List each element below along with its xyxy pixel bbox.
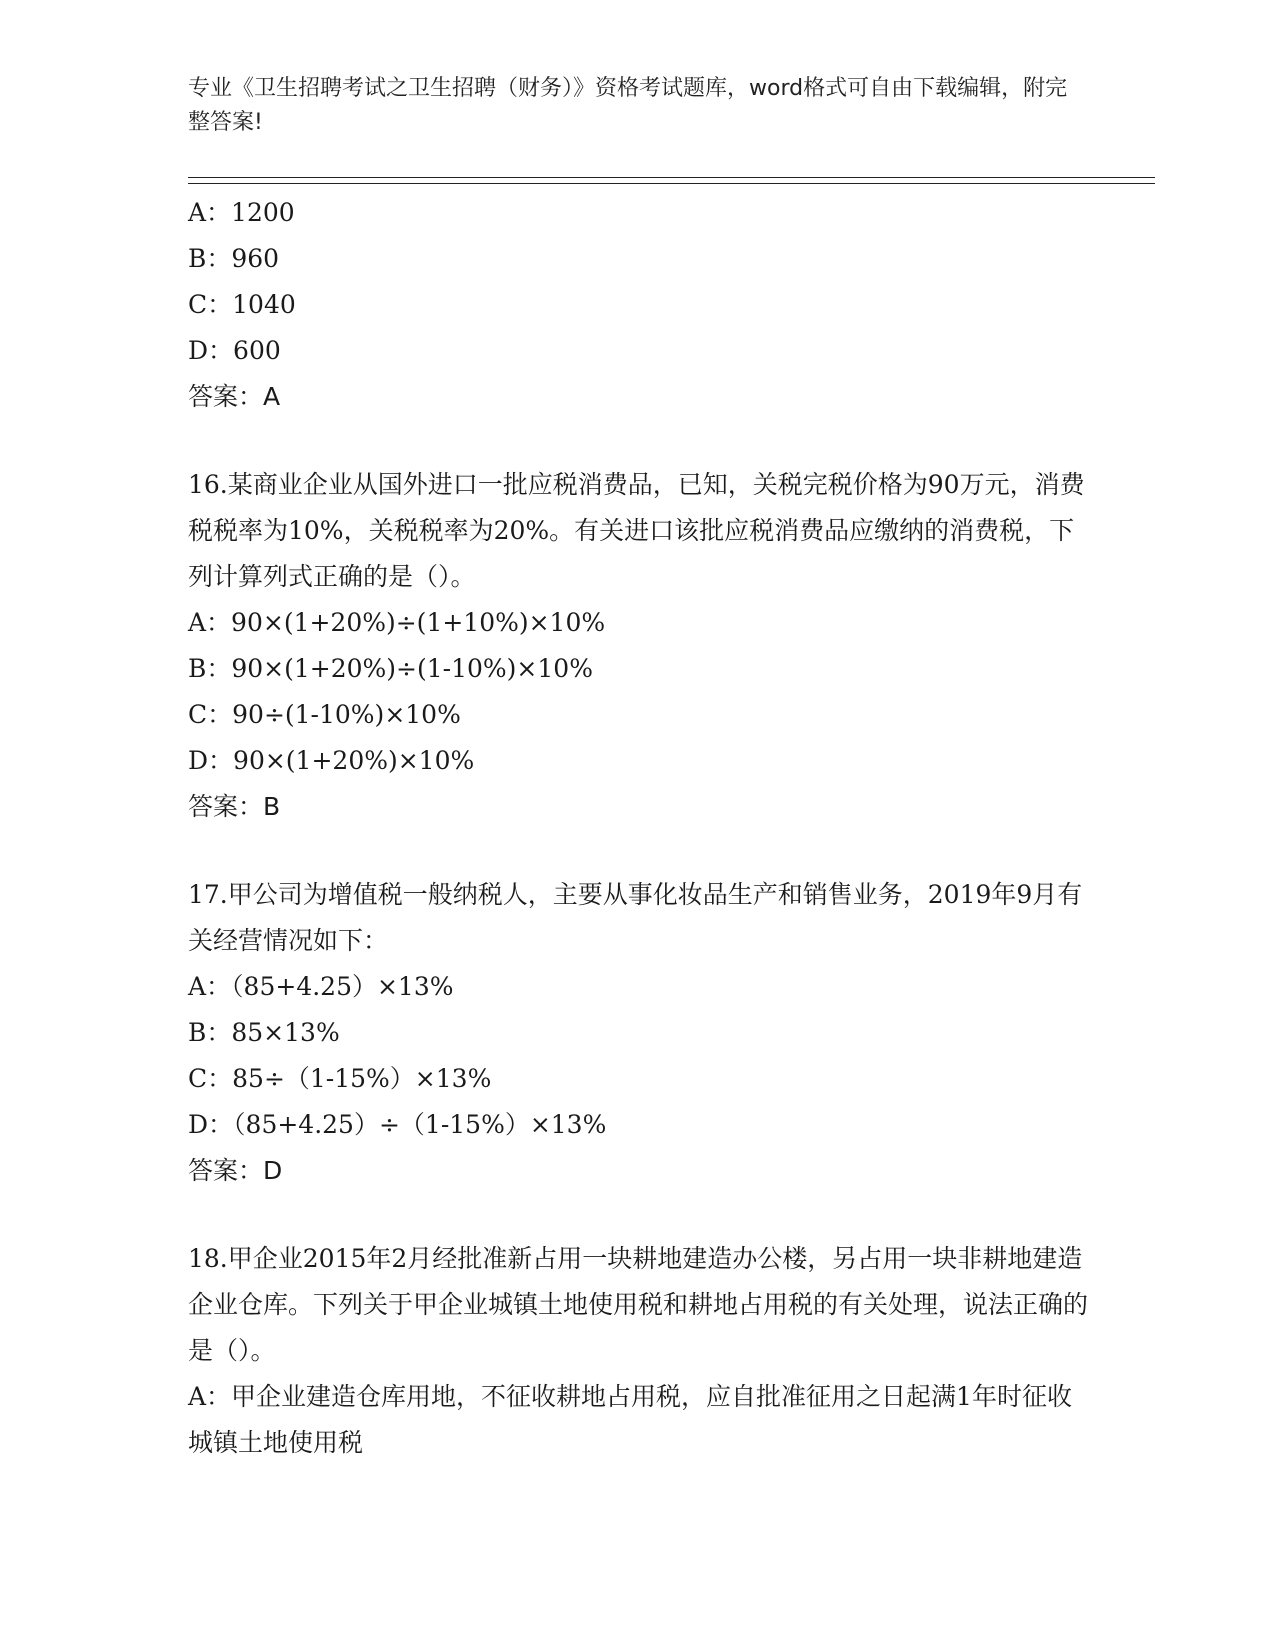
spacer [188, 830, 1088, 872]
question-list [188, 190, 1088, 1466]
option-d: D：（85+4.25）÷（1-15%）×13% [188, 1110, 607, 1139]
option-a: A：90×(1+20%)÷(1+10%)×10% [188, 608, 606, 637]
page-header [188, 72, 1088, 140]
spacer [188, 1194, 1088, 1236]
option-a: A：（85+4.25）×13% [188, 972, 454, 1001]
document-title: 专业《卫生招聘考试之卫生招聘（财务）》资格考试题库，word格式可自由下载编辑，附完整答案! [188, 76, 1068, 135]
option-b: B：960 [188, 244, 280, 273]
option-a: A：甲企业建造仓库用地，不征收耕地占用税，应自批准征用之日起满1年时征收城镇土地使用税 [188, 1382, 1072, 1457]
question-stem: 18.甲企业2015年2月经批准新占用一块耕地建造办公楼，另占用一块非耕地建造企业仓库。下列关于甲企业城镇土地使用税和耕地占用税的有关处理，说法正确的是（）。 [188, 1244, 1089, 1365]
question-16 [188, 462, 1088, 830]
question-stem: 17.甲公司为增值税一般纳税人，主要从事化妆品生产和销售业务，2019年9月有关经营情况如下： [188, 880, 1083, 955]
header-divider [188, 177, 1155, 184]
option-b: B：85×13% [188, 1018, 340, 1047]
option-a: A：1200 [188, 198, 295, 227]
option-c: C：90÷(1-10%)×10% [188, 700, 461, 729]
answer: 答案：A [188, 382, 281, 411]
question-stem: 16.某商业企业从国外进口一批应税消费品，已知，关税完税价格为90万元，消费税税率为10%，关税税率为20%。有关进口该批应税消费品应缴纳的消费税，下列计算列式正确的是（）。 [188, 470, 1085, 591]
spacer [188, 420, 1088, 462]
answer: 答案：B [188, 792, 281, 821]
option-d: D：600 [188, 336, 281, 365]
option-b: B：90×(1+20%)÷(1-10%)×10% [188, 654, 593, 683]
answer: 答案：D [188, 1156, 283, 1185]
question-18 [188, 1236, 1088, 1466]
option-c: C：1040 [188, 290, 296, 319]
question-15 [188, 190, 1088, 420]
option-d: D：90×(1+20%)×10% [188, 746, 475, 775]
question-17 [188, 872, 1088, 1194]
option-c: C：85÷（1-15%）×13% [188, 1064, 492, 1093]
